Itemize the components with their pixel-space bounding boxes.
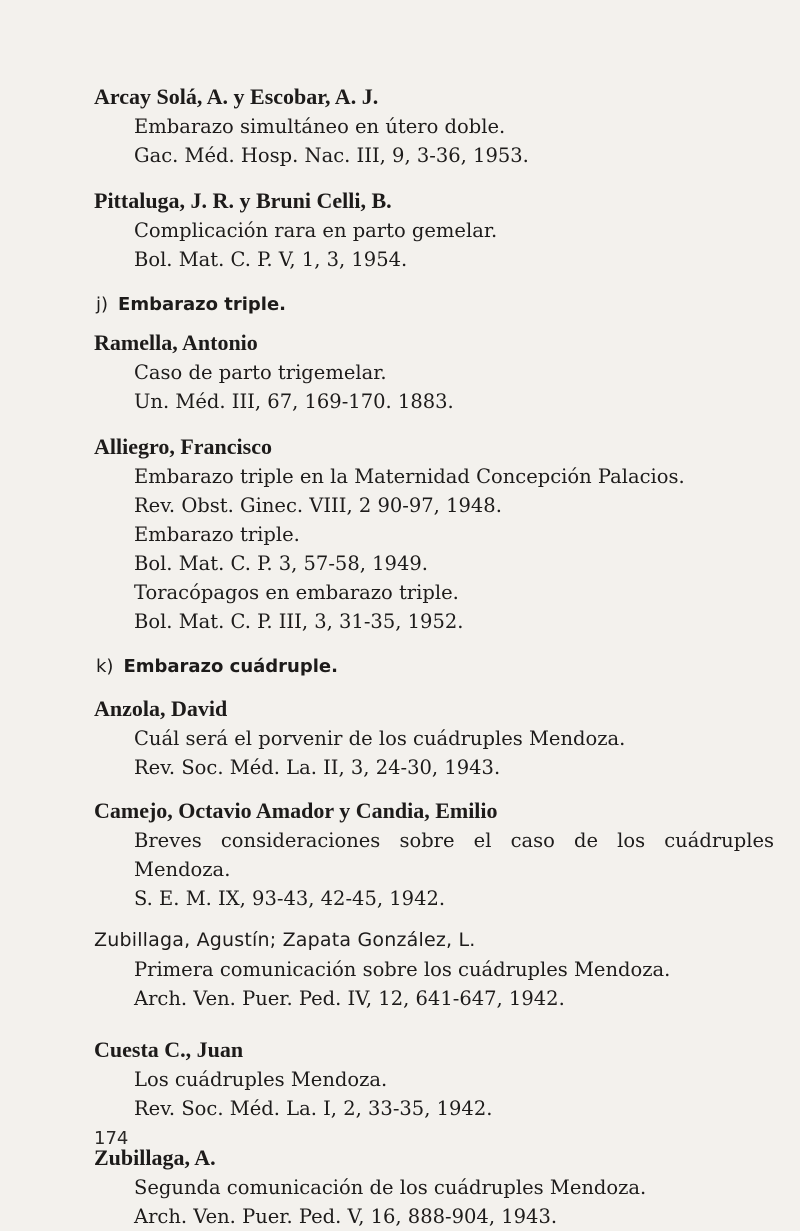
bibliography-entry (94, 82, 774, 170)
entry-line: Arch. Ven. Puer. Ped. IV, 12, 641-647, 1942. (134, 987, 565, 1010)
bibliography-entry (94, 1143, 774, 1231)
section-title: Embarazo cuádruple. (123, 656, 338, 677)
entry-line: Embarazo simultáneo en útero doble. (134, 115, 506, 138)
section-letter: k) (96, 656, 114, 677)
entry-line: Mendoza. (134, 858, 231, 881)
bibliography-entry (94, 328, 774, 416)
entry-line: Caso de parto trigemelar. (134, 361, 387, 384)
section-heading (96, 652, 774, 682)
section-heading (96, 290, 774, 320)
entry-line: Cuál será el porvenir de los cuádruples Mendoza. (134, 727, 626, 750)
entry-line: Segunda comunicación de los cuádruples Mendoza. (134, 1176, 647, 1199)
entry-line: Primera comunicación sobre los cuádruples Mendoza. (134, 958, 671, 981)
entry-line: Toracópagos en embarazo triple. (134, 581, 459, 604)
entry-author: Ramella, Antonio (94, 330, 258, 355)
entry-line: Los cuádruples Mendoza. (134, 1068, 388, 1091)
entry-author: Zubillaga, Agustín; Zapata González, L. (94, 929, 476, 951)
section-letter: j) (96, 294, 109, 315)
section-title: Embarazo triple. (118, 294, 286, 315)
entry-line: Embarazo triple en la Maternidad Concepción Palacios. (134, 465, 685, 488)
entry-author: Camejo, Octavio Amador y Candia, Emilio (94, 798, 498, 823)
bibliography-entry (94, 186, 774, 274)
entry-author: Arcay Solá, A. y Escobar, A. J. (94, 84, 379, 109)
entry-line: Bol. Mat. C. P. V, 1, 3, 1954. (134, 248, 408, 271)
entry-line: Bol. Mat. C. P. III, 3, 31-35, 1952. (134, 610, 464, 633)
bibliography-entry (94, 796, 774, 913)
bibliography-page (94, 82, 774, 1231)
bibliography-entry (94, 694, 774, 782)
entry-line: Breves consideraciones sobre el caso de los cuádruples (134, 829, 774, 852)
entry-line: Embarazo triple. (134, 523, 300, 546)
entry-author: Pittaluga, J. R. y Bruni Celli, B. (94, 188, 392, 213)
entry-line: S. E. M. IX, 93-43, 42-45, 1942. (134, 887, 446, 910)
bibliography-entry (94, 432, 774, 636)
entry-line: Rev. Soc. Méd. La. I, 2, 33-35, 1942. (134, 1097, 493, 1120)
entry-line: Complicación rara en parto gemelar. (134, 219, 498, 242)
entry-author: Cuesta C., Juan (94, 1037, 244, 1062)
entry-line: Rev. Soc. Méd. La. II, 3, 24-30, 1943. (134, 756, 501, 779)
entry-author: Alliegro, Francisco (94, 434, 272, 459)
bibliography-entry (94, 1035, 774, 1123)
entry-author: Zubillaga, A. (94, 1145, 216, 1170)
bibliography-entry (94, 925, 774, 1013)
page-number: 174 (94, 1128, 129, 1149)
entry-line: Gac. Méd. Hosp. Nac. III, 9, 3-36, 1953. (134, 144, 529, 167)
entry-author: Anzola, David (94, 696, 228, 721)
entry-line: Rev. Obst. Ginec. VIII, 2 90-97, 1948. (134, 494, 502, 517)
entry-line: Bol. Mat. C. P. 3, 57-58, 1949. (134, 552, 428, 575)
entry-line: Un. Méd. III, 67, 169-170. 1883. (134, 390, 454, 413)
entry-line: Arch. Ven. Puer. Ped. V, 16, 888-904, 1943. (134, 1205, 558, 1228)
